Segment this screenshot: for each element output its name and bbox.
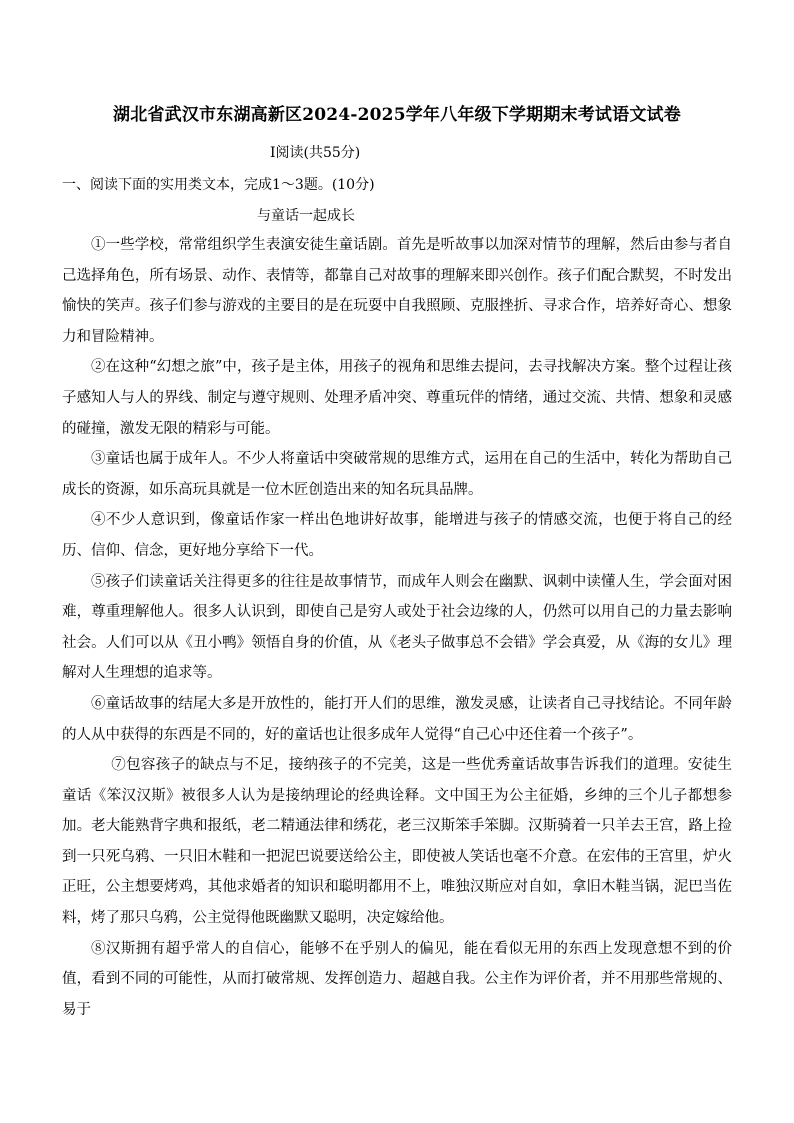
part-heading: Ⅰ阅读(共55分) <box>270 145 361 161</box>
paragraph-8: ⑧汉斯拥有超乎常人的自信心，能够不在乎别人的偏见，能在看似无用的东西上发现意想不到的价值，看到不同的可能性，从而打破常规、发挥创造力、超越自我。公主作为评价者，并不用那些常规的、易于 <box>62 940 732 1018</box>
paragraph-4: ④不少人意识到，像童话作家一样出色地讲好故事，能增进与孩子的情感交流，也便于将自己的经历、信仰、信念，更好地分享给下一代。 <box>62 512 732 559</box>
paragraph-2: ②在这种“幻想之旅”中，孩子是主体，用孩子的视角和思维去提问，去寻找解决方案。整个过程让孩子感知人与人的界线、制定与遵守规则、处理矛盾冲突、尊重玩伴的情绪，通过交流、共情、想象和灵感的碰撞，激发无限的精彩与可能。 <box>62 359 732 437</box>
paragraph-5: ⑤孩子们读童话关注得更多的往往是故事情节，而成年人则会在幽默、讽刺中读懂人生，学会面对困难，尊重理解他人。很多人认识到，即使自己是穷人或处于社会边缘的人，仍然可以用自己的力量去影响社会。人们可以从《丑小鸭》领悟自身的价值，从《老头子做事总不会错》学会真爱，从《海的女儿》理解对人生理想的追求等。 <box>62 573 732 682</box>
article-title: 与童话一起成长 <box>257 208 355 224</box>
paragraph-1: ①一些学校，常常组织学生表演安徒生童话剧。首先是听故事以加深对情节的理解，然后由参与者自己选择角色，所有场景、动作、表情等，都靠自己对故事的理解来即兴创作。孩子们配合默契，不时发出愉快的笑声。孩子们参与游戏的主要目的是在玩耍中自我照顾、克服挫折、寻求合作，培养好奇心、想象力和冒险精神。 <box>62 237 732 345</box>
paragraph-7: ⑦包容孩子的缺点与不足，接纳孩子的不完美，这是一些优秀童话故事告诉我们的道理。安徒生童话《笨汉汉斯》被很多人认为是接纳理论的经典诠释。文中国王为公主征婚，乡绅的三个儿子都想参加。老大能熟背字典和报纸，老二精通法律和绣花，老三汉斯笨手笨脚。汉斯骑着一只羊去王宫，路上捡到一只死乌鸦、一只旧木鞋和一把泥巴说要送给公主，即使被人笑话也毫不介意。在宏伟的王宫里，炉火正旺，公主想要烤鸡，其他求婚者的知识和聪明都用不上，唯独汉斯应对自如，拿旧木鞋当锅，泥巴当佐料，烤了那只乌鸦，公主觉得他既幽默又聪明，决定嫁给他。 <box>62 757 732 927</box>
paragraph-3: ③童话也属于成年人。不少人将童话中突破常规的思维方式，运用在自己的生活中，转化为帮助自己成长的资源，如乐高玩具就是一位木匠创造出来的知名玩具品牌。 <box>62 451 732 498</box>
paragraph-6: ⑥童话故事的结尾大多是开放性的，能打开人们的思维，激发灵感，让读者自己寻找结论。不同年龄的人从中获得的东西是不同的，好的童话也让很多成年人觉得“自己心中还住着一个孩子”。 <box>62 695 732 743</box>
question-heading: 一、阅读下面的实用类文本，完成1～3题。(10分) <box>62 177 375 193</box>
exam-title: 湖北省武汉市东湖高新区2024-2025学年八年级下学期期末考试语文试卷 <box>113 105 681 125</box>
article-body <box>62 230 732 1025</box>
